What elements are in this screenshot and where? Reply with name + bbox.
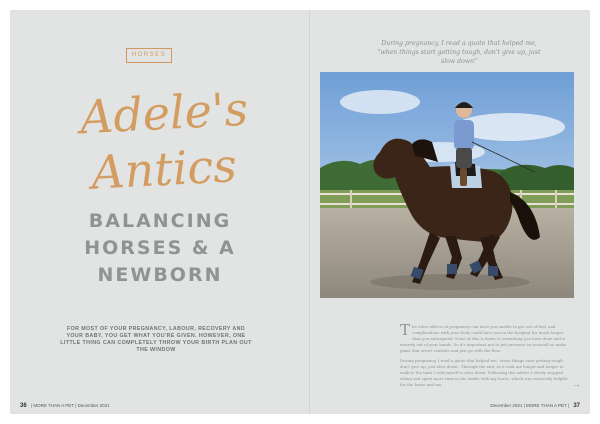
- pull-quote: During pregnancy, I read a quote that helped me, "when things start getting tough, don't give up, just slow down": [377, 40, 541, 65]
- footer-right: [490, 403, 580, 409]
- cloud: [340, 90, 420, 114]
- footer-left-text: | MORE THAN A PET | December 2021: [30, 403, 110, 408]
- intro-standfirst: FOR MOST OF YOUR PREGNANCY, LABOUR, RECOVERY AND YOUR BABY, YOU GET WHAT YOU'RE GIVEN. HOWEVER, ONE LITTLE THING CAN COMPLETELY THROW YOUR BIRTH PLAN OUT THE WINDOW: [60, 326, 252, 353]
- photo-illustration: [320, 72, 574, 298]
- headline-line: HORSES & A: [84, 237, 236, 259]
- fence-post: [350, 190, 352, 210]
- page-number-left: 36: [20, 403, 27, 409]
- section-tag: HORSES: [126, 48, 172, 63]
- headline: [60, 208, 260, 289]
- page-gutter: [309, 10, 310, 414]
- drop-cap: T: [400, 321, 411, 339]
- page-number-right: 37: [573, 403, 580, 409]
- headline-line: NEWBORN: [97, 264, 223, 286]
- footer-right-text: December 2021 | MORE THAN A PET |: [490, 403, 570, 408]
- rider-shirt: [454, 120, 474, 150]
- body-paragraph-2: During pregnancy, I read a quote that helped me, 'when things start getting tough, don't give up, just slow down'. Through the end, as it took me longer and longer to walk to the barn I told myself to slow down. Following this advice I slowly stopped riding and spent more time in the stable with my horse, which was massively helpful for the horse and me.: [400, 358, 568, 387]
- fence-post: [555, 190, 557, 210]
- article-body: [400, 321, 572, 392]
- horse-rider-photo: [320, 72, 574, 298]
- body-paragraph-1-text: he other effects of pregnancy can have you unable to get out of bed, and complications with your body could have you in the hospital for much longer than you anticipated. None of this is down to something you have done and is entirely out of your hands. So it's important not to put pressure on yourself or make plans that aren't realistic and just go with the flow.: [400, 324, 567, 353]
- body-paragraph-1: [400, 321, 572, 354]
- title-script-line-2: Antics: [89, 138, 239, 200]
- title-script-line-1: Adele's: [78, 81, 250, 145]
- footer-left: [20, 403, 110, 409]
- leg-wrap: [488, 266, 498, 276]
- rider-boot: [460, 168, 467, 186]
- headline-line: BALANCING: [88, 210, 232, 232]
- magazine-spread: [10, 10, 590, 414]
- leg-wrap: [447, 264, 457, 274]
- rider-legs: [456, 148, 472, 168]
- continue-arrow-icon[interactable]: →: [572, 379, 581, 389]
